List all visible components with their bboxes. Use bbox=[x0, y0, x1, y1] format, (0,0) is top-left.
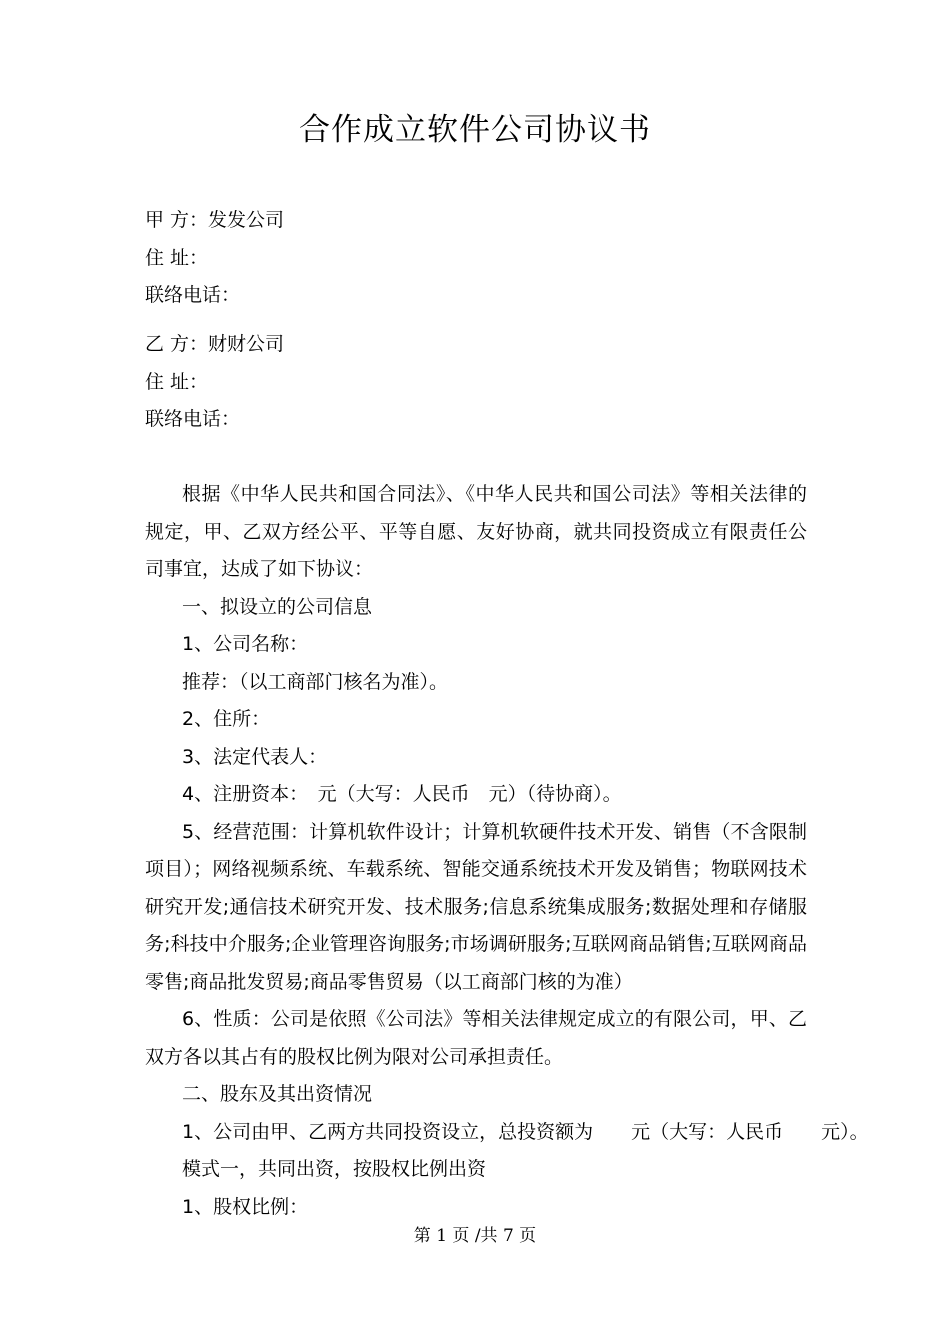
section-heading-company-info: 一、拟设立的公司信息 bbox=[182, 595, 373, 618]
party-b-phone: 联络电话： bbox=[145, 408, 241, 430]
clause-company-name: 1、公司名称： bbox=[182, 633, 309, 655]
clause-business-scope: 5、经营范围：计算机软件设计；计算机软硬件技术开发、销售（不含限制项目）；网络视频系统、车载系统、智能交通系统技术开发及销售；物联网技术研究开发;通信技术研究开发、技术服务;信息系统集成服务;数据处理和存储服务;科技中介服务;企业管理咨询服务;市场调研服务;互联网商品销售;互联网商品零售;商品批发贸易;商品零售贸易（以工商部门核的为准） bbox=[145, 820, 807, 993]
party-a-block bbox=[145, 202, 284, 315]
clause-recommended-name: 推荐：（以工商部门核名为准）。 bbox=[182, 670, 449, 693]
party-b-block bbox=[145, 326, 284, 439]
clause-address: 2、住所： bbox=[182, 708, 271, 730]
document-title: 合作成立软件公司协议书 bbox=[299, 112, 651, 148]
party-a-address: 住 址： bbox=[145, 246, 209, 269]
intro-paragraph: 根据《中华人民共和国合同法》、《中华人民共和国公司法》等相关法律的规定，甲、乙双方经公平、平等自愿、友好协商，就共同投资成立有限责任公司事宜，达成了如下协议： bbox=[145, 483, 807, 580]
party-a-phone: 联络电话： bbox=[145, 284, 241, 306]
page-number-footer: 第 1 页 /共 7 页 bbox=[413, 1226, 537, 1246]
clause-equity-ratio: 1、股权比例： bbox=[182, 1195, 309, 1218]
clause-mode-one: 模式一，共同出资，按股权比例出资 bbox=[182, 1158, 487, 1180]
agreement-body bbox=[145, 476, 869, 1226]
party-b-address: 住 址： bbox=[145, 370, 209, 393]
clause-nature: 6、性质：公司是依照《公司法》等相关法律规定成立的有限公司，甲、乙双方各以其占有的股权比例为限对公司承担责任。 bbox=[145, 1008, 807, 1068]
clause-total-investment: 1、公司由甲、乙两方共同投资设立，总投资额为 元（大写：人民币 元）。 bbox=[182, 1120, 869, 1143]
clause-registered-capital: 4、注册资本： 元（大写：人民币 元）（待协商）。 bbox=[182, 783, 622, 805]
clause-legal-representative: 3、法定代表人： bbox=[182, 745, 328, 768]
party-a-name: 甲 方：发发公司 bbox=[145, 209, 285, 231]
party-b-name: 乙 方：财财公司 bbox=[145, 333, 285, 355]
section-heading-shareholders: 二、股东及其出资情况 bbox=[182, 1083, 373, 1105]
